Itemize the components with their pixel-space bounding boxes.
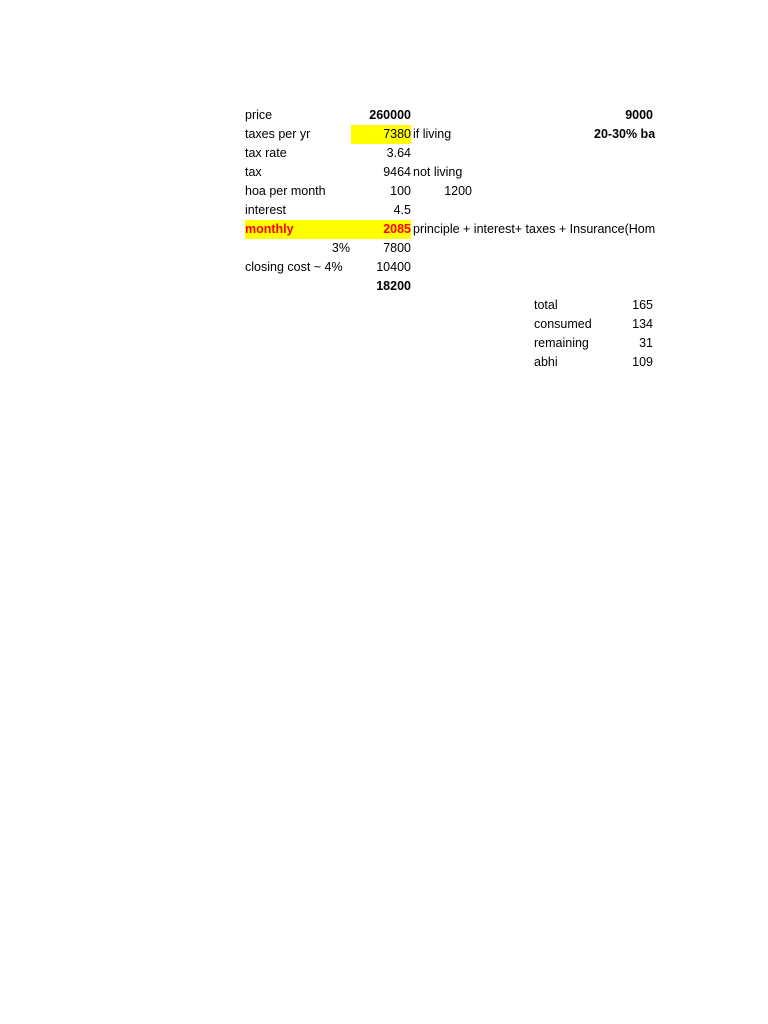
cell-sum-value[interactable]: 18200 [376,279,411,293]
cell-monthly-note[interactable]: principle + interest+ taxes + Insurance(Hom [413,222,656,236]
cell-hoa-label[interactable]: hoa per month [245,184,326,198]
cell-total-label[interactable]: total [534,298,558,312]
cell-down-percent[interactable]: 3% [331,241,350,255]
cell-price-value[interactable]: 260000 [369,108,411,122]
cell-tax-note[interactable]: not living [413,165,463,179]
cell-taxes-per-yr-label[interactable]: taxes per yr [245,127,311,141]
cell-monthly-value[interactable]: 2085 [350,220,411,239]
cell-price-far-value[interactable]: 9000 [625,108,653,122]
cell-hoa-value[interactable]: 100 [390,184,411,198]
cell-remaining-value[interactable]: 31 [639,336,653,350]
cell-remaining-label[interactable]: remaining [534,336,589,350]
cell-tax-label[interactable]: tax [245,165,262,179]
cell-tax-rate-label[interactable]: tax rate [245,146,287,160]
cell-closing-cost-value[interactable]: 10400 [376,260,411,274]
cell-taxes-per-yr-note[interactable]: if living [413,127,452,141]
cell-taxes-per-yr-value[interactable]: 7380 [351,125,411,144]
cell-down-value[interactable]: 7800 [383,241,411,255]
cell-interest-label[interactable]: interest [245,203,286,217]
cell-total-value[interactable]: 165 [632,298,653,312]
cell-consumed-value[interactable]: 134 [632,317,653,331]
cell-interest-value[interactable]: 4.5 [393,203,411,217]
spreadsheet-print-area [240,106,657,376]
cell-price-label[interactable]: price [245,108,273,122]
cell-closing-cost-label[interactable]: closing cost ~ 4% [245,260,343,274]
cell-hoa-extra[interactable]: 1200 [444,184,472,198]
cell-abhi-label[interactable]: abhi [534,355,558,369]
cell-tax-rate-value[interactable]: 3.64 [386,146,411,160]
cell-abhi-value[interactable]: 109 [632,355,653,369]
cell-consumed-label[interactable]: consumed [534,317,592,331]
cell-monthly-label[interactable]: monthly [245,220,350,239]
cell-taxes-per-yr-far-note[interactable]: 20-30% ba [594,127,656,141]
cell-tax-value[interactable]: 9464 [383,165,411,179]
